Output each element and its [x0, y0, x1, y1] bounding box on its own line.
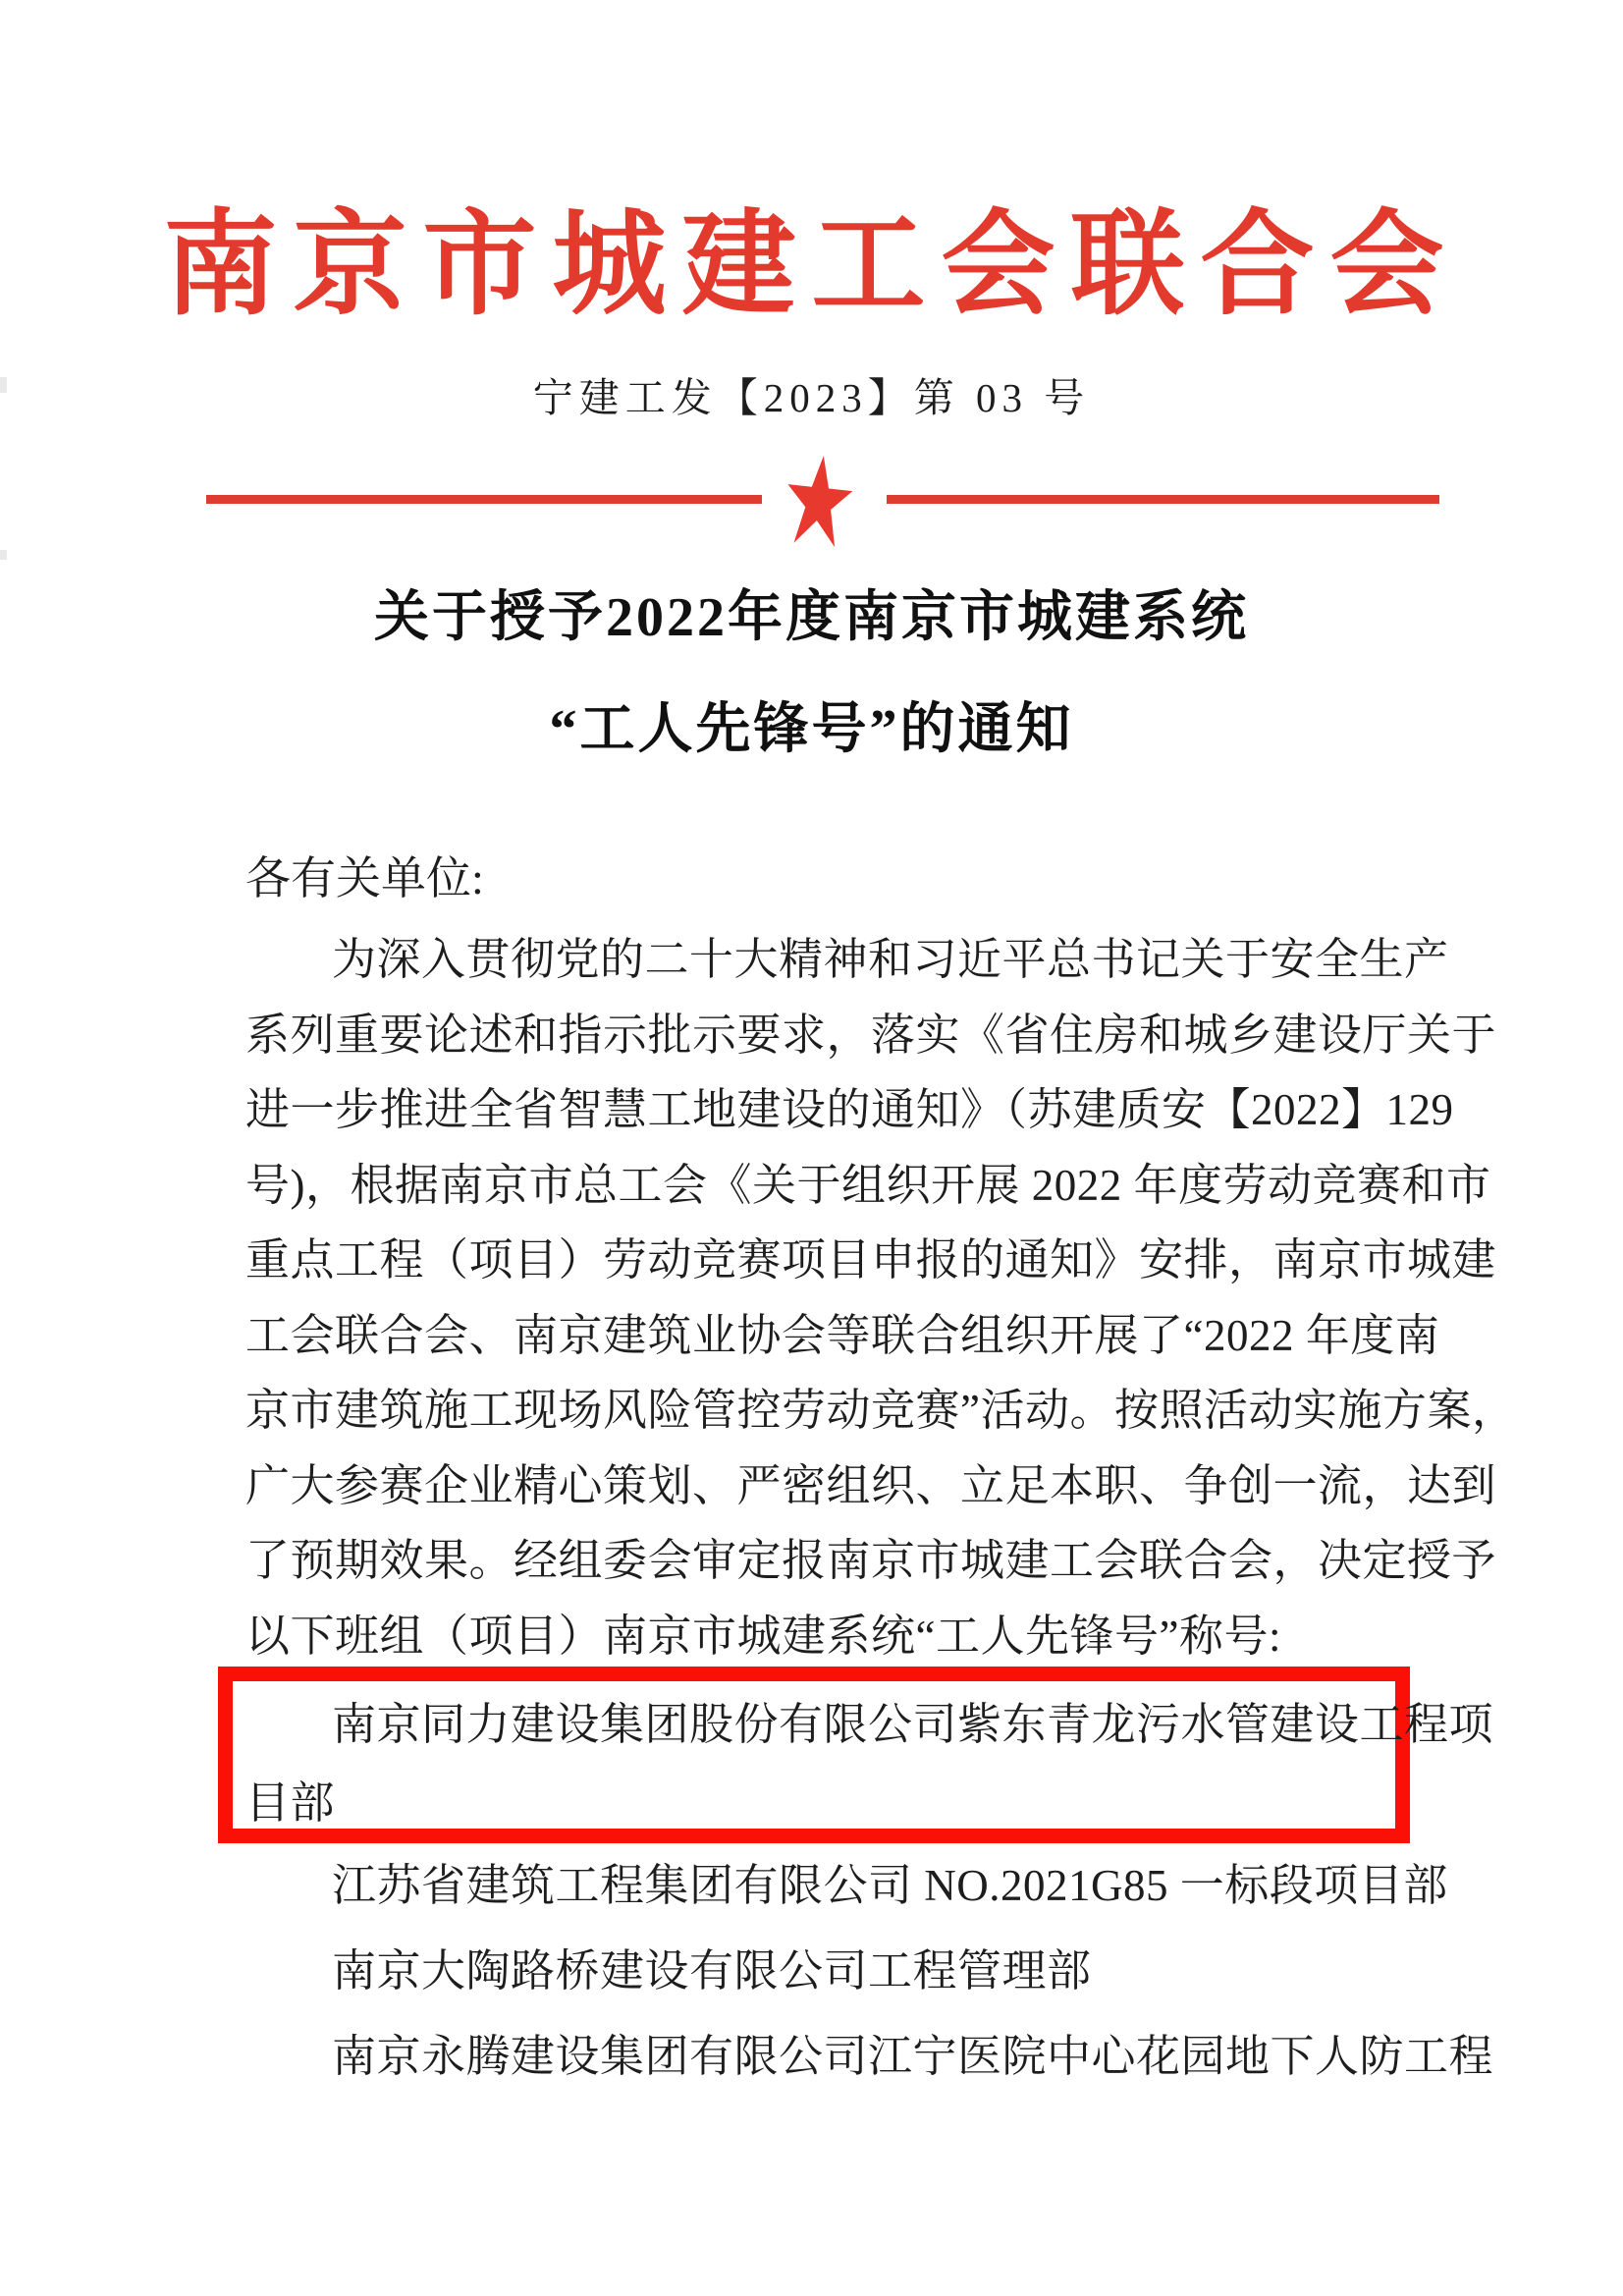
paragraph-line: 进一步推进全省智慧工地建设的通知》（苏建质安【2022】129 — [245, 1085, 1454, 1134]
awardee-item: 江苏省建筑工程集团有限公司 NO.2021G85 一标段项目部 — [332, 1861, 1448, 1910]
highlighted-awardee-box — [218, 1667, 1494, 1843]
awardee-item: 南京大陶路桥建设有限公司工程管理部 — [332, 1946, 1092, 1995]
paragraph-line: 重点工程（项目）劳动竞赛项目申报的通知》安排，南京市城建 — [245, 1235, 1497, 1285]
divider-line-left — [206, 495, 762, 504]
highlighted-awardee-line1: 南京同力建设集团股份有限公司紫东青龙污水管建设工程项 — [332, 1700, 1494, 1749]
divider-line-right — [887, 495, 1439, 504]
paragraph-line: 为深入贯彻党的二十大精神和习近平总书记关于安全生产 — [332, 935, 1449, 984]
star-icon — [779, 450, 859, 551]
paragraph-line: 号)，根据南京市总工会《关于组织开展 2022 年度劳动竞赛和市 — [245, 1160, 1491, 1210]
awardee-list — [332, 1843, 1494, 2100]
org-title: 南京市城建工会联合会 — [163, 203, 1460, 329]
body-paragraph — [245, 922, 1517, 1673]
highlighted-awardee-line2: 目部 — [245, 1778, 336, 1828]
salutation: 各有关单位: — [245, 853, 484, 903]
awardee-item: 南京永腾建设集团有限公司江宁医院中心花园地下人防工程 — [332, 2032, 1494, 2081]
scan-edge-artifact — [0, 377, 7, 393]
paragraph-line: 工会联合会、南京建筑业协会等联合组织开展了“2022 年度南 — [245, 1310, 1440, 1360]
scan-edge-artifact — [0, 550, 7, 560]
notice-title-line2: “工人先锋号”的通知 — [549, 699, 1074, 760]
doc-number: 宁建工发【2023】第 03 号 — [532, 375, 1091, 420]
notice-title-line1: 关于授予2022年度南京市城建系统 — [374, 587, 1249, 648]
paragraph-line: 了预期效果。经组委会审定报南京市城建工会联合会，决定授予 — [245, 1536, 1497, 1585]
paragraph-line: 广大参赛企业精心策划、严密组织、立足本职、争创一流，达到 — [245, 1460, 1497, 1510]
paragraph-line: 以下班组（项目）南京市城建系统“工人先锋号”称号: — [245, 1611, 1281, 1661]
paragraph-line: 京市建筑施工现场风险管控劳动竞赛”活动。按照活动实施方案， — [245, 1386, 1517, 1435]
paragraph-line: 系列重要论述和指示批示要求，落实《省住房和城乡建设厅关于 — [245, 1010, 1497, 1060]
